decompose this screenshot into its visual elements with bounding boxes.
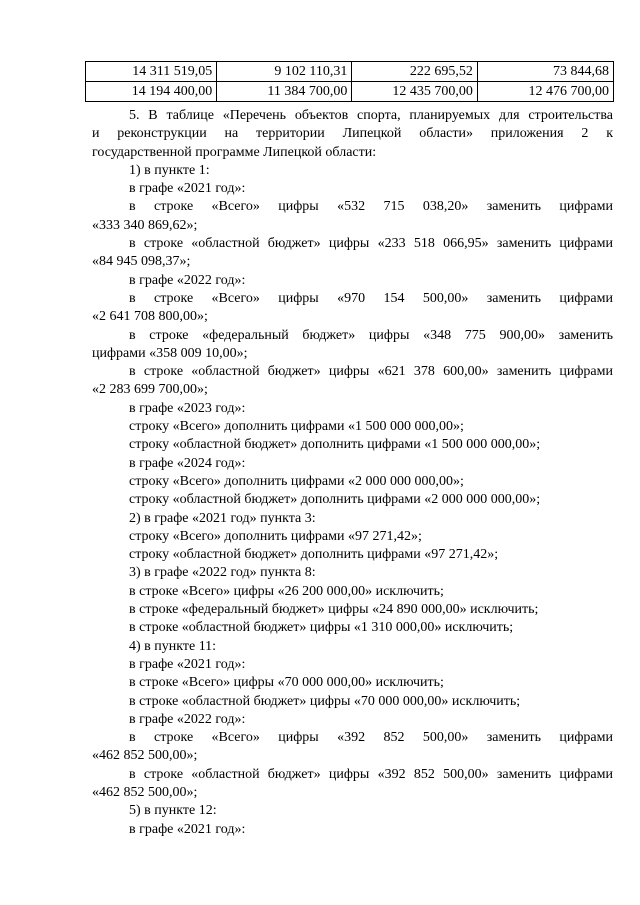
table-cell: 11 384 700,00: [217, 82, 352, 102]
text-line: 1) в пункте 1:: [129, 162, 210, 178]
text-line: в графе «2023 год»:: [129, 400, 246, 416]
text-line: 3) в графе «2022 год» пункта 8:: [129, 565, 316, 581]
text-line: «462 852 500,00»;: [92, 748, 198, 764]
text-line: в строке «областной бюджет» цифры «392 852 500,00» заменить цифрами: [129, 766, 613, 782]
text-line: в графе «2021 год»:: [129, 821, 246, 837]
text-line: «2 641 708 800,00»;: [92, 309, 208, 325]
text-line: в строке «Всего» цифры «532 715 038,20» заменить цифрами: [129, 199, 613, 215]
text-line: 2) в графе «2021 год» пункта 3:: [129, 510, 316, 526]
text-line: в графе «2024 год»:: [129, 455, 246, 471]
table-cell: 14 194 400,00: [86, 82, 217, 102]
text-line: в строке «Всего» цифры «970 154 500,00» заменить цифрами: [129, 290, 613, 306]
text-line: в графе «2022 год»:: [129, 711, 246, 727]
budget-table-body: [86, 62, 614, 102]
table-cell: 14 311 519,05: [86, 62, 217, 82]
table-cell: 73 844,68: [477, 62, 613, 82]
text-line: государственной программе Липецкой области:: [92, 144, 377, 160]
table-cell: 9 102 110,31: [217, 62, 352, 82]
text-line: в строке «федеральный бюджет» цифры «348 775 900,00» заменить: [129, 327, 613, 343]
text-line: строку «Всего» дополнить цифрами «2 000 000 000,00»;: [129, 473, 464, 489]
text-line: в строке «Всего» цифры «70 000 000,00» исключить;: [129, 675, 444, 691]
text-line: «462 852 500,00»;: [92, 784, 198, 800]
table-cell: 12 476 700,00: [477, 82, 613, 102]
text-line: 5) в пункте 12:: [129, 803, 217, 819]
text-line: в графе «2021 год»:: [129, 181, 246, 197]
text-line: 4) в пункте 11:: [129, 638, 217, 654]
text-line: строку «областной бюджет» дополнить цифрами «1 500 000 000,00»;: [129, 437, 541, 453]
text-line: и реконструкции на территории Липецкой области» приложения 2 к: [92, 126, 613, 142]
text-line: в строке «областной бюджет» цифры «621 378 600,00» заменить цифрами: [129, 364, 613, 380]
text-line: в графе «2022 год»:: [129, 272, 246, 288]
text-line: в строке «областной бюджет» цифры «70 000 000,00» исключить;: [129, 693, 521, 709]
table-cell: 222 695,52: [352, 62, 478, 82]
text-line: строку «Всего» дополнить цифрами «97 271,42»;: [129, 528, 422, 544]
text-line: строку «областной бюджет» дополнить цифрами «2 000 000 000,00»;: [129, 492, 541, 508]
text-line: в строке «федеральный бюджет» цифры «24 890 000,00» исключить;: [129, 602, 539, 618]
table-row: [86, 62, 614, 82]
table-row: [86, 82, 614, 102]
document-body: [92, 107, 613, 839]
text-line: «84 945 098,37»;: [92, 254, 191, 270]
text-line: цифрами «358 009 10,00»;: [92, 345, 248, 361]
text-line: строку «Всего» дополнить цифрами «1 500 000 000,00»;: [129, 419, 464, 435]
text-line: 5. В таблице «Перечень объектов спорта, планируемых для строительства: [129, 108, 613, 123]
text-line: в строке «областной бюджет» цифры «233 518 066,95» заменить цифрами: [129, 236, 613, 252]
text-line: в строке «Всего» цифры «26 200 000,00» исключить;: [129, 583, 444, 599]
text-line: в графе «2021 год»:: [129, 656, 246, 672]
text-line: строку «областной бюджет» дополнить цифрами «97 271,42»;: [129, 547, 499, 563]
text-line: в строке «областной бюджет» цифры «1 310 000,00» исключить;: [129, 620, 514, 636]
text-line: «2 283 699 700,00»;: [92, 382, 208, 398]
budget-table: [85, 61, 614, 102]
table-cell: 12 435 700,00: [352, 82, 478, 102]
text-line: «333 340 869,62»;: [92, 217, 198, 233]
text-line: в строке «Всего» цифры «392 852 500,00» заменить цифрами: [129, 730, 613, 746]
